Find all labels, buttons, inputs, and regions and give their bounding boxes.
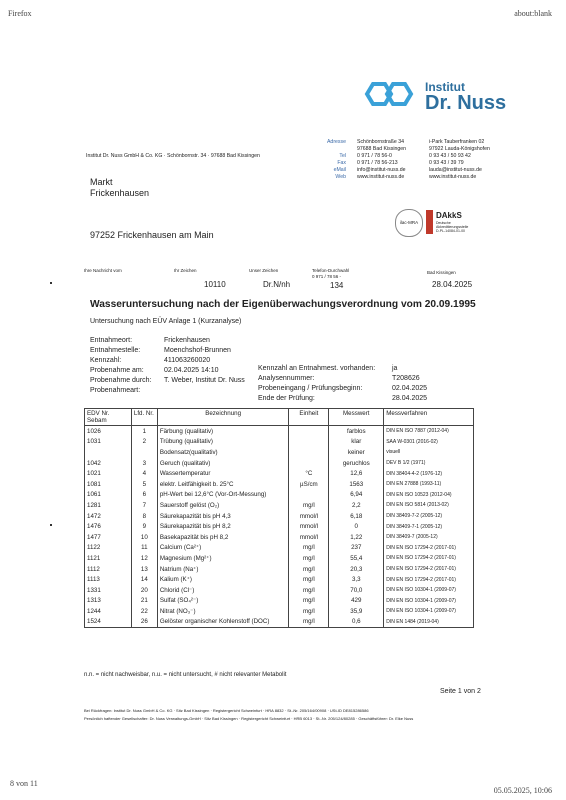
cell-bezeichnung: Wassertemperatur	[157, 468, 289, 479]
cell-edv-nr: 1122	[85, 543, 132, 554]
cell-einheit: °C	[289, 468, 329, 479]
cell-messverfahren: SAA W-0301 (2016-02)	[384, 437, 474, 448]
meta-left-values	[164, 337, 245, 397]
cell-lfd-nr: 11	[131, 543, 157, 554]
dakks-logo-text: DAkkS	[436, 211, 462, 220]
cell-messwert: 1,22	[329, 532, 384, 543]
table-row	[85, 521, 474, 532]
dakks-subtext	[436, 221, 468, 233]
meta-label: Ende der Prüfung:	[258, 395, 315, 402]
table-row	[85, 437, 474, 448]
contact-fax: 0 971 / 78 56-213	[357, 160, 398, 166]
meta-right-values	[392, 365, 427, 405]
meta-label: Entnahmestelle:	[90, 347, 141, 354]
cell-messwert: 1563	[329, 479, 384, 490]
cell-bezeichnung: Calcium (Ca²⁺)	[157, 543, 289, 554]
cell-bezeichnung: Geruch (qualitativ)	[157, 458, 289, 469]
cell-einheit: mg/l	[289, 574, 329, 585]
cell-messverfahren: DIN 38404-4-2 (1976-12)	[384, 468, 474, 479]
cell-messverfahren: DIN 38409-7-2 (2005-12)	[384, 511, 474, 522]
meta-value-kennzahl: 411063260020	[164, 357, 211, 364]
cell-lfd-nr: 20	[131, 585, 157, 596]
ref-label-telefon: Telefon-Durchwahl	[312, 268, 350, 273]
table-row	[85, 574, 474, 585]
results-table	[84, 408, 474, 628]
table-row	[85, 490, 474, 501]
meta-right-labels	[258, 365, 375, 405]
cell-messverfahren: DIN EN ISO 10304-1 (2009-07)	[384, 585, 474, 596]
contact-city-2: 97922 Lauda-Königshofen	[429, 146, 490, 152]
cell-messwert: 0,6	[329, 617, 384, 628]
cell-bezeichnung: Säurekapazität bis pH 8,2	[157, 521, 289, 532]
cell-messwert: farblos	[329, 426, 384, 437]
table-row	[85, 500, 474, 511]
meta-value-kennzahl-vorhanden: ja	[392, 365, 398, 372]
contact-fax-2: 0 93 43 / 39 79	[429, 160, 464, 166]
table-row	[85, 617, 474, 628]
cell-messverfahren: DIN EN ISO 17294-2 (2017-01)	[384, 574, 474, 585]
meta-label: Probeneingang / Prüfungsbeginn:	[258, 385, 363, 392]
cell-bezeichnung: Säurekapazität bis pH 4,3	[157, 511, 289, 522]
cell-messverfahren: DIN EN ISO 17294-2 (2017-01)	[384, 553, 474, 564]
cell-lfd-nr: 1	[131, 426, 157, 437]
meta-label: Probenahme durch:	[90, 377, 152, 384]
cell-edv-nr: 1313	[85, 596, 132, 607]
meta-value-entnahmeort: Frickenhausen	[164, 337, 210, 344]
cell-edv-nr: 1476	[85, 521, 132, 532]
cell-bezeichnung: Bodensatz(qualitativ)	[157, 447, 289, 458]
contact-email-2: lauda@institut-nuss.de	[429, 167, 482, 173]
cell-messverfahren: DIN EN 1484 (2019-04)	[384, 617, 474, 628]
contact-label-email: eMail	[333, 167, 346, 173]
contact-labels	[316, 139, 346, 181]
cell-messwert: 429	[329, 596, 384, 607]
table-row	[85, 468, 474, 479]
ref-phone-prefix: 0 971 / 78 56 -	[312, 274, 342, 279]
contact-email: info@institut-nuss.de	[357, 167, 406, 173]
cell-lfd-nr: 13	[131, 564, 157, 575]
browser-url: about:blank	[514, 9, 552, 18]
logo-text-institut: Institut	[425, 80, 465, 94]
table-row	[85, 479, 474, 490]
meta-value-probenahmeart	[164, 387, 245, 397]
cell-lfd-nr: 14	[131, 574, 157, 585]
table-row	[85, 532, 474, 543]
contact-street-2: i-Park Tauberfranken 02	[429, 139, 485, 145]
meta-value-probenahme-am: 02.04.2025 14:10	[164, 367, 219, 374]
meta-value-entnahmestelle: Moenchshof-Brunnen	[164, 347, 231, 354]
cell-edv-nr: 1477	[85, 532, 132, 543]
cell-lfd-nr: 22	[131, 606, 157, 617]
cell-edv-nr: 1331	[85, 585, 132, 596]
dakks-sub-1: Deutsche	[436, 221, 451, 225]
contact-column-bad-kissingen	[357, 139, 406, 181]
cell-bezeichnung: elektr. Leitfähigkeit b. 25°C	[157, 479, 289, 490]
meta-label: Analysennummer:	[258, 375, 315, 382]
ref-label-unser-zeichen: Unser Zeichen	[249, 268, 279, 273]
col-header-einheit: Einheit	[289, 409, 329, 426]
table-row	[85, 511, 474, 522]
col-header-bezeichnung: Bezeichnung	[157, 409, 289, 426]
cell-messverfahren: DIN EN ISO 17294-2 (2017-01)	[384, 564, 474, 575]
logo-hexagon-icon	[361, 80, 417, 108]
col-header-messwert: Messwert	[329, 409, 384, 426]
ref-label-ort: Bad Kissingen	[427, 270, 456, 275]
cell-edv-nr: 1113	[85, 574, 132, 585]
cell-messwert: 35,9	[329, 606, 384, 617]
cell-messwert: 237	[329, 543, 384, 554]
cell-lfd-nr: 12	[131, 553, 157, 564]
cell-messwert: keiner	[329, 447, 384, 458]
cell-messverfahren: DIN EN ISO 17294-2 (2017-01)	[384, 543, 474, 554]
cell-einheit	[289, 437, 329, 448]
cell-lfd-nr: 10	[131, 532, 157, 543]
cell-edv-nr: 1112	[85, 564, 132, 575]
meta-label: Kennzahl an Entnahmest. vorhanden:	[258, 365, 376, 372]
cell-messwert: klar	[329, 437, 384, 448]
report-title: Wasseruntersuchung nach der Eigenüberwachungsverordnung vom 20.09.1995	[90, 299, 476, 310]
contact-tel-2: 0 93 43 / 50 93 42	[429, 153, 471, 159]
cell-messverfahren: DEV B 1/2 (1971)	[384, 458, 474, 469]
ref-value-ihr-zeichen: 10110	[204, 280, 226, 289]
cell-einheit: mg/l	[289, 553, 329, 564]
cell-edv-nr: 1524	[85, 617, 132, 628]
cell-messverfahren: DIN EN ISO 10523 (2012-04)	[384, 490, 474, 501]
cell-messwert: geruchlos	[329, 458, 384, 469]
ref-value-unser-zeichen: Dr.N/nh	[263, 280, 291, 289]
cell-edv-nr: 1244	[85, 606, 132, 617]
dakks-mark-icon	[426, 210, 433, 234]
print-timestamp: 05.05.2025, 10:06	[493, 786, 552, 795]
cell-bezeichnung: Nitrat (NO₃⁻)	[157, 606, 289, 617]
cell-einheit: mmol/l	[289, 532, 329, 543]
cell-einheit: mmol/l	[289, 511, 329, 522]
cell-edv-nr: 1472	[85, 511, 132, 522]
contact-tel: 0 971 / 78 56-0	[357, 153, 392, 159]
report-subtitle: Untersuchung nach EÜV Anlage 1 (Kurzanalyse)	[90, 318, 242, 325]
contact-web-2: www.institut-nuss.de	[429, 174, 477, 180]
cell-messwert: 20,3	[329, 564, 384, 575]
cell-einheit: µS/cm	[289, 479, 329, 490]
cell-einheit	[289, 490, 329, 501]
meta-label: Probenahmeart:	[90, 387, 141, 394]
cell-lfd-nr: 8	[131, 511, 157, 522]
cell-messwert: 6,94	[329, 490, 384, 501]
footer-line-1: Bei Rückfragen: Institut Dr. Nuss GmbH & Co. KG · Sitz Bad Kissingen · Registergericht Schweinfurt · HRA 8832 · St.-Nr. 205/164/00908 · USt-ID DE815286586	[84, 708, 369, 713]
cell-einheit: mg/l	[289, 585, 329, 596]
cell-edv-nr: 1042	[85, 458, 132, 469]
cell-messwert: 6,18	[329, 511, 384, 522]
cell-messverfahren: DIN EN ISO 10304-1 (2009-07)	[384, 606, 474, 617]
cell-lfd-nr: 21	[131, 596, 157, 607]
dakks-sub-3: D-PL-14084-01-00	[436, 229, 465, 233]
recipient-line-3: 97252 Frickenhausen am Main	[90, 230, 214, 240]
browser-app-name: Firefox	[8, 9, 32, 18]
cell-messwert: 3,3	[329, 574, 384, 585]
cell-lfd-nr: 7	[131, 500, 157, 511]
cell-einheit: mg/l	[289, 596, 329, 607]
cell-einheit: mg/l	[289, 543, 329, 554]
recipient-line-2: Frickenhausen	[90, 188, 150, 198]
cell-messverfahren: DIN 38409-7-1 (2005-12)	[384, 521, 474, 532]
cell-einheit: mg/l	[289, 617, 329, 628]
meta-value-probenahme-durch: T. Weber, Institut Dr. Nuss	[164, 377, 245, 384]
cell-messverfahren: DIN EN ISO 7887 (2012-04)	[384, 426, 474, 437]
cell-bezeichnung: Sauerstoff gelöst (O₂)	[157, 500, 289, 511]
cell-lfd-nr	[131, 447, 157, 458]
contact-street: Schönbornstraße 34	[357, 139, 405, 145]
cell-messwert: 0	[329, 521, 384, 532]
table-row	[85, 426, 474, 437]
sender-line: Institut Dr. Nuss GmbH & Co. KG · Schönbornstr. 34 · 97688 Bad Kissingen	[86, 153, 260, 159]
contact-label-web: Web	[335, 174, 346, 180]
ref-value-durchwahl: 134	[330, 281, 344, 290]
ref-label-ihr-zeichen: Ihr Zeichen	[174, 268, 197, 273]
fold-mark	[50, 524, 52, 526]
cell-edv-nr: 1021	[85, 468, 132, 479]
cell-bezeichnung: Färbung (qualitativ)	[157, 426, 289, 437]
cell-messverfahren: DIN EN 27888 (1993-11)	[384, 479, 474, 490]
cell-messverfahren: visuell	[384, 447, 474, 458]
cell-einheit: mmol/l	[289, 521, 329, 532]
footer-line-2: Persönlich haftender Gesellschafter: Dr. Nuss Verwaltungs-GmbH · Sitz Bad Kissingen · Registergericht Schweinfurt · HRB 6013 · St.-Nr. 205/124/80285 · Geschäftsführer: Dr. Elke Nuss	[84, 716, 414, 721]
table-row	[85, 543, 474, 554]
table-row	[85, 458, 474, 469]
cell-messverfahren: DIN 38409-7 (2005-12)	[384, 532, 474, 543]
cell-lfd-nr: 3	[131, 458, 157, 469]
meta-value-ende-pruefung: 28.04.2025	[392, 395, 428, 402]
table-row	[85, 447, 474, 458]
ref-label-nachricht: Ihre Nachricht vom	[84, 268, 122, 273]
cell-edv-nr: 1031	[85, 437, 132, 448]
contact-city: 97688 Bad Kissingen	[357, 146, 407, 152]
dakks-sub-2: Akkreditierungsstelle	[436, 225, 469, 229]
contact-label-fax: Fax	[337, 160, 346, 166]
cell-einheit	[289, 447, 329, 458]
cell-bezeichnung: Basekapazität bis pH 8,2	[157, 532, 289, 543]
meta-value-analysennummer: T208626	[392, 375, 420, 382]
col-header-edv: EDV Nr. Sebam	[85, 409, 132, 426]
recipient-line-1: Markt	[90, 177, 113, 187]
meta-label: Entnahmeort:	[90, 337, 133, 344]
cell-messverfahren: DIN EN ISO 10304-1 (2009-07)	[384, 596, 474, 607]
cell-einheit: mg/l	[289, 564, 329, 575]
cell-messverfahren: DIN EN ISO 5814 (2013-02)	[384, 500, 474, 511]
table-row	[85, 585, 474, 596]
cell-edv-nr	[85, 447, 132, 458]
col-header-messverfahren: Messverfahren	[384, 409, 474, 426]
cell-bezeichnung: Chlorid (Cl⁻)	[157, 585, 289, 596]
cell-lfd-nr: 4	[131, 468, 157, 479]
col-header-lfd: Lfd. Nr.	[131, 409, 157, 426]
cell-einheit: mg/l	[289, 606, 329, 617]
cell-lfd-nr: 6	[131, 490, 157, 501]
cell-edv-nr: 1081	[85, 479, 132, 490]
meta-label: Kennzahl:	[90, 357, 122, 364]
cell-lfd-nr: 2	[131, 437, 157, 448]
meta-left-labels	[90, 337, 151, 397]
cell-edv-nr: 1281	[85, 500, 132, 511]
table-footnote: n.n. = nicht nachweisbar, n.u. = nicht untersucht, # nicht relevanter Metabolit	[84, 672, 287, 678]
ilac-logo	[395, 209, 423, 237]
table-row	[85, 596, 474, 607]
cell-bezeichnung: pH-Wert bei 12,6°C (Vor-Ort-Messung)	[157, 490, 289, 501]
cell-edv-nr: 1121	[85, 553, 132, 564]
table-row	[85, 606, 474, 617]
ilac-text: ilac-MRA	[399, 220, 419, 225]
cell-einheit	[289, 426, 329, 437]
cell-bezeichnung: Gelöster organischer Kohlenstoff (DOC)	[157, 617, 289, 628]
cell-bezeichnung: Trübung (qualitativ)	[157, 437, 289, 448]
table-row	[85, 564, 474, 575]
cell-lfd-nr: 5	[131, 479, 157, 490]
cell-bezeichnung: Sulfat (SO₄²⁻)	[157, 596, 289, 607]
contact-column-lauda	[429, 139, 490, 181]
cell-edv-nr: 1026	[85, 426, 132, 437]
cell-messwert: 70,0	[329, 585, 384, 596]
cell-lfd-nr: 9	[131, 521, 157, 532]
cell-einheit	[289, 458, 329, 469]
meta-value-probeneingang: 02.04.2025	[392, 385, 428, 392]
cell-messwert: 12,6	[329, 468, 384, 479]
contact-label-address: Adresse	[326, 139, 346, 145]
cell-bezeichnung: Magnesium (Mg²⁺)	[157, 553, 289, 564]
table-header-row	[85, 409, 474, 426]
punch-mark	[50, 282, 52, 284]
print-page-number: 8 von 11	[10, 779, 38, 788]
cell-einheit: mg/l	[289, 500, 329, 511]
contact-label-tel: Tel	[339, 153, 346, 159]
cell-bezeichnung: Kalium (K⁺)	[157, 574, 289, 585]
contact-web: www.institut-nuss.de	[357, 174, 405, 180]
cell-edv-nr: 1061	[85, 490, 132, 501]
meta-label: Probenahme am:	[90, 367, 144, 374]
cell-lfd-nr: 26	[131, 617, 157, 628]
table-row	[85, 553, 474, 564]
results-body	[85, 426, 474, 628]
cell-messwert: 2,2	[329, 500, 384, 511]
institute-logo	[361, 80, 417, 113]
logo-text-name: Dr. Nuss	[425, 92, 507, 114]
cell-bezeichnung: Natrium (Na⁺)	[157, 564, 289, 575]
page-number: Seite 1 von 2	[440, 688, 481, 695]
ref-value-date: 28.04.2025	[432, 280, 473, 289]
cell-messwert: 55,4	[329, 553, 384, 564]
